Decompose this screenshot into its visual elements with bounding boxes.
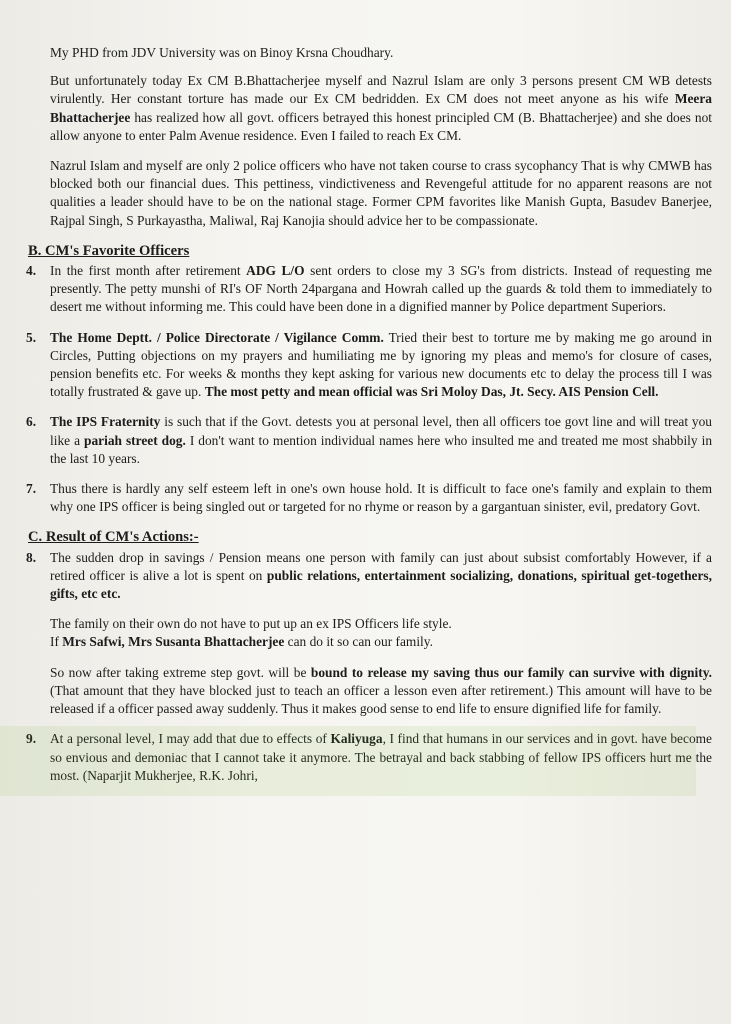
bold-run: The IPS Fraternity — [50, 414, 161, 430]
bold-run: pariah street dog. — [84, 432, 186, 448]
paragraph-release — [50, 664, 712, 719]
bold-run: public relations, entertainment socializing, donations, spiritual get-togethers, gifts, etc etc. — [50, 567, 712, 602]
text-run: Tried their best to torture me by making me go around in Circles, Putting objections on my prayers and humiliating me by ignoring my pleas and memo's for closure of cases, pension benefits etc. For weeks & months they kept asking for various new documents etc to delay the process till I was totally frustrated & gave up. — [50, 329, 712, 400]
text-run: In the first month after retirement — [50, 263, 247, 279]
text-run: sent orders to close my 3 SG's from districts. Instead of requesting me presently. The petty munshi of RI's OF North 24pargana and Howrah called up the guards & told them to immediately to desert me without informing me. This could have been done in a dignified manner by Police department Superiors. — [50, 263, 712, 315]
item-number: 6. — [26, 414, 37, 430]
marker-highlight — [0, 726, 696, 796]
text-run: can do it so can our family. — [284, 634, 433, 650]
bold-name: Meera Bhattacherjee — [50, 91, 712, 125]
bold-run: ADG L/O — [246, 263, 305, 279]
text-run: If — [50, 634, 63, 650]
list-item-4 — [26, 262, 712, 317]
phd-line — [50, 44, 712, 62]
item-number: 7. — [26, 481, 37, 497]
document-body — [26, 44, 713, 797]
section-b-heading: B. CM's Favorite Officers — [28, 242, 190, 259]
paragraph-ex-cm — [50, 72, 712, 145]
section-c-heading: C. Result of CM's Actions:- — [28, 529, 199, 546]
item-number: 5. — [26, 329, 37, 345]
item-text — [50, 549, 712, 604]
paragraph-text: Nazrul Islam and myself are only 2 police officers who have not taken course to crass sycophancy That is why CMWB has blocked both our financial dues. This pettiness, vindictiveness and Revengeful attitude for no apparent reasons are not qualities a leader should have to be on the national stage. Former CPM favorites like Manish Gupta, Basudev Banerjee, Rajpal Singh, S Purkayastha, Maliwal, Raj Kanojia should advice her to be compassionate. — [50, 158, 712, 228]
text-run: is such that if the Govt. detests you at personal level, then all officers toe govt line and will treat you like a — [50, 414, 712, 448]
text-run: I don't want to mention individual names here who insulted me and treated me most shabbily in the last 10 years. — [50, 432, 713, 466]
item-number: 4. — [26, 263, 37, 279]
paragraph-family — [50, 615, 712, 651]
list-item-7 — [26, 480, 712, 516]
list-item-9 — [26, 730, 712, 785]
item-text — [50, 413, 712, 468]
text-run: (That amount that they have blocked just to teach an officer a lesson even after retirement.) This amount will have to be released if a officer passed away suddenly. Thus it makes good sense to end life to ensure dignified life for family. — [50, 682, 712, 717]
list-item-8 — [26, 549, 712, 604]
bold-run: Kaliyuga — [330, 731, 383, 747]
bold-run: The most petty and mean official was Sri Moloy Das, Jt. Secy. AIS Pension Cell. — [204, 384, 659, 400]
text-run: So now after taking extreme step govt. will be — [50, 664, 311, 680]
item-number: 9. — [26, 731, 37, 747]
text-run: , I find that humans in our services and in govt. have become so envious and demoniac that I cannot take it anymore. The betrayal and back stabbing of fellow IPS officers hurt me the most. (Naparjit Mukherjee, R.K. Johri, — [50, 731, 713, 783]
paragraph-text: has realized how all govt. officers betrayed this honest principled CM (B. Bhattacherjee) and she does not allow anyone to enter Palm Avenue residence. Even I failed to reach Ex CM. — [50, 109, 712, 143]
item-text — [50, 262, 712, 317]
text-run: At a personal level, I may add that due to effects of — [50, 731, 331, 747]
paragraph-text: But unfortunately today Ex CM B.Bhattacherjee myself and Nazrul Islam are only 3 persons present CM WB detests virulently. Her constant torture has made our Ex CM bedridden. Ex CM does not meet anyone as his wife — [50, 73, 712, 107]
paragraph-officers — [50, 157, 712, 230]
phd-text: My PHD from JDV University was on Binoy Krsna Choudhary. — [50, 45, 394, 60]
list-item-6 — [26, 413, 712, 468]
item-text: Thus there is hardly any self esteem left in one's own house hold. It is difficult to face one's family and explain to them why one IPS officer is being singled out or targeted for no rhyme or reason by a gargantuan sinister, evil, predatory Govt. — [50, 481, 712, 515]
bold-run: The Home Deptt. / Police Directorate / Vigilance Comm. — [50, 329, 384, 345]
item-number: 8. — [26, 549, 37, 565]
bold-run: bound to release my saving thus our family can survive with dignity. — [310, 664, 712, 680]
list-item-5 — [26, 329, 712, 402]
bold-run: Mrs Safwi, Mrs Susanta Bhattacherjee — [62, 634, 285, 650]
text-run: The family on their own do not have to put up an ex IPS Officers life style. — [50, 616, 452, 632]
item-text — [50, 329, 712, 402]
text-run: The sudden drop in savings / Pension means one person with family can just about subsist comfortably However, if a retired officer is alive a lot is spent on — [50, 549, 712, 583]
